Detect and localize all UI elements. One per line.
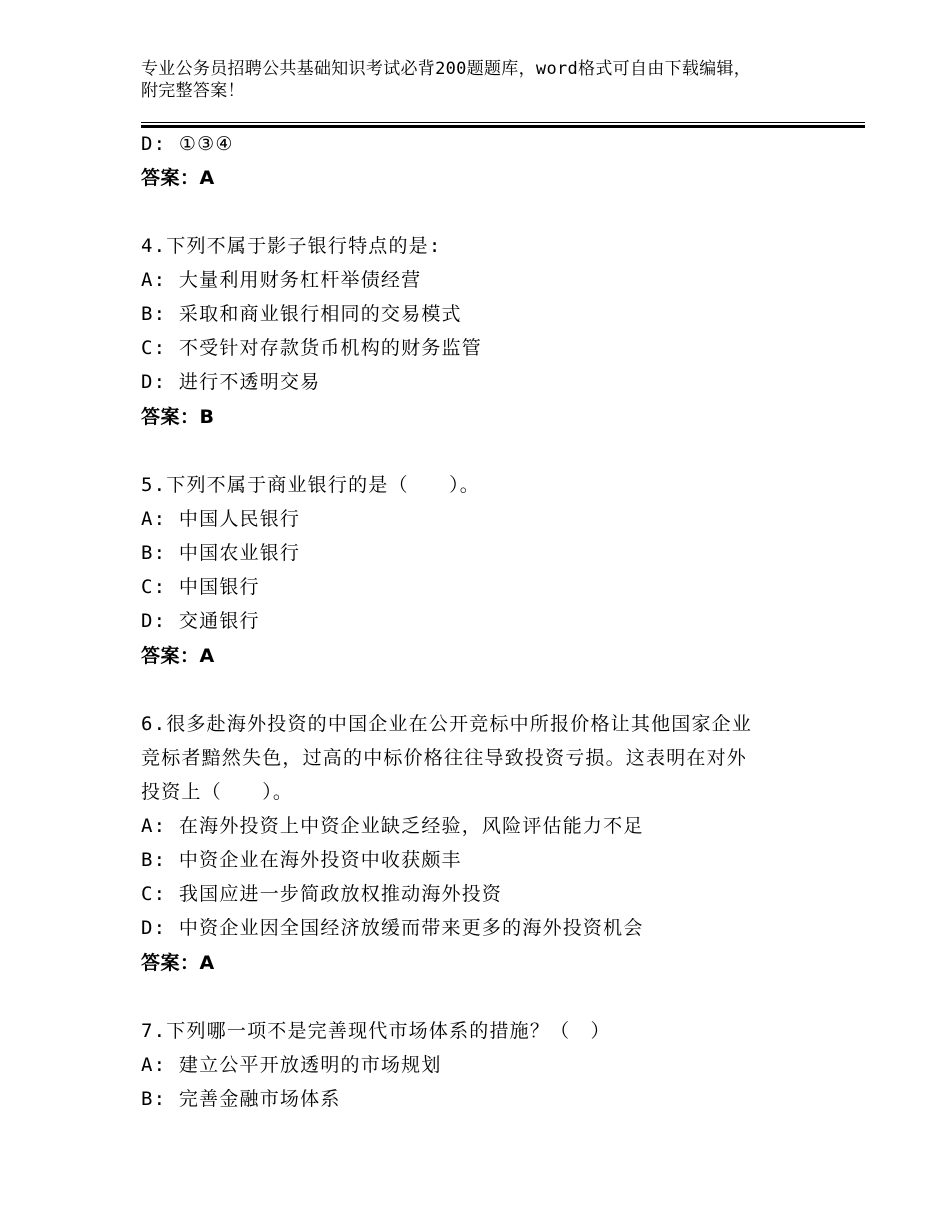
header-rule-thick [141,125,865,128]
q5-option-b: B: 中国农业银行 [141,542,301,564]
q6-option-b: B: 中资企业在海外投资中收获颇丰 [141,849,462,871]
q6-question-line-2: 竞标者黯然失色，过高的中标价格往往导致投资亏损。这表明在对外 [141,747,748,769]
q4-question: 4.下列不属于影子银行特点的是: [141,235,442,257]
q3-answer: 答案：A [141,167,215,189]
q6-option-a: A: 在海外投资上中资企业缺乏经验，风险评估能力不足 [141,815,644,837]
q6-question-line-3: 投资上（ ）。 [141,781,294,803]
q4-option-d: D: 进行不透明交易 [141,371,321,393]
q5-answer: 答案：A [141,645,215,667]
q5-option-d: D: 交通银行 [141,610,260,632]
header-line-2: 附完整答案！ [141,81,245,101]
q6-answer: 答案：A [141,952,215,974]
q4-answer: 答案：B [141,406,215,428]
q7-question: 7.下列哪一项不是完善现代市场体系的措施？（ ） [141,1020,611,1042]
q6-option-c: C: 我国应进一步简政放权推动海外投资 [141,883,503,905]
header-rule-thin [141,122,865,123]
q7-option-b: B: 完善金融市场体系 [141,1088,341,1110]
page-header [141,58,841,102]
q5-question: 5.下列不属于商业银行的是（ ）。 [141,474,480,496]
q7-option-a: A: 建立公平开放透明的市场规划 [141,1054,442,1076]
q3-option-d: D: ①③④ [141,133,234,155]
q5-option-c: C: 中国银行 [141,576,260,598]
q4-option-a: A: 大量利用财务杠杆举债经营 [141,269,422,291]
header-line-1: 专业公务员招聘公共基础知识考试必背200题题库，word格式可自由下载编辑， [141,59,752,79]
q6-question-line-1: 6.很多赴海外投资的中国企业在公开竞标中所报价格让其他国家企业 [141,713,753,735]
q4-option-b: B: 采取和商业银行相同的交易模式 [141,303,462,325]
q4-option-c: C: 不受针对存款货币机构的财务监管 [141,337,482,359]
q6-option-d: D: 中资企业因全国经济放缓而带来更多的海外投资机会 [141,917,644,939]
q5-option-a: A: 中国人民银行 [141,508,301,530]
